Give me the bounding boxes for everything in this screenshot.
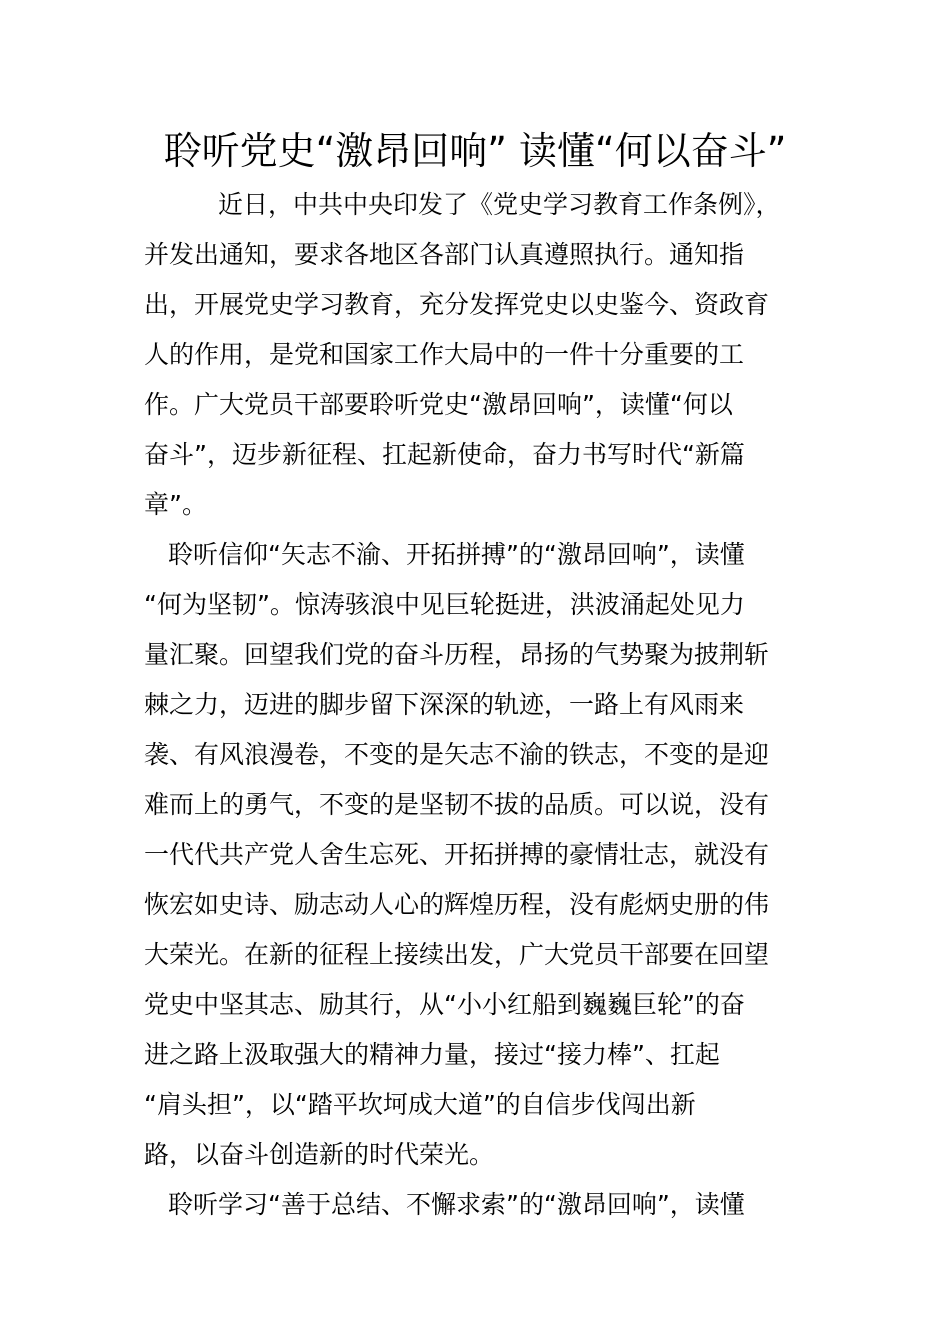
document-title: 聆听党史“激昂回响” 读懂“何以奋斗” [163, 129, 787, 173]
paragraph-2-line-5: 袭、有风浪漫卷，不变的是矢志不渝的铁志，不变的是迎 [144, 740, 770, 769]
paragraph-1-line-7: 章”。 [144, 490, 207, 519]
paragraph-2-line-12: “肩头担”，以“踏平坎坷成大道”的自信步伐闯出新 [144, 1090, 696, 1119]
paragraph-2-line-4: 棘之力，迈进的脚步留下深深的轨迹，一路上有风雨来 [144, 690, 745, 719]
document-body [144, 180, 808, 1230]
paragraph-1-line-2: 并发出通知，要求各地区各部门认真遵照执行。通知指 [144, 240, 745, 269]
paragraph-1-line-6: 奋斗”，迈步新征程、扛起新使命，奋力书写时代“新篇 [144, 440, 745, 469]
paragraph-1-line-5: 作。广大党员干部要聆听党史“激昂回响”，读懂“何以 [144, 390, 733, 419]
paragraph-3-line-1: 聆听学习“善于总结、不懈求索”的“激昂回响”，读懂 [168, 1190, 745, 1219]
paragraph-2-line-10: 党史中坚其志、励其行，从“小小红船到巍巍巨轮”的奋 [144, 990, 745, 1019]
paragraph-1-line-4: 人的作用，是党和国家工作大局中的一件十分重要的工 [144, 340, 745, 369]
paragraph-1-line-1: 近日，中共中央印发了《党史学习教育工作条例》， [218, 190, 781, 219]
paragraph-2-line-3: 量汇聚。回望我们党的奋斗历程，昂扬的气势聚为披荆斩 [144, 640, 770, 669]
paragraph-2-line-11: 进之路上汲取强大的精神力量，接过“接力棒”、扛起 [144, 1040, 720, 1069]
paragraph-2-line-6: 难而上的勇气，不变的是坚韧不拔的品质。可以说，没有 [144, 790, 770, 819]
paragraph-2-line-2: “何为坚韧”。惊涛骇浪中见巨轮挺进，洪波涌起处见力 [144, 590, 745, 619]
paragraph-2-line-7: 一代代共产党人舍生忘死、开拓拼搏的豪情壮志，就没有 [144, 840, 770, 869]
paragraph-2-line-9: 大荣光。在新的征程上接续出发，广大党员干部要在回望 [144, 940, 770, 969]
paragraph-2-line-8: 恢宏如史诗、励志动人心的辉煌历程，没有彪炳史册的伟 [144, 890, 770, 919]
paragraph-2-line-13: 路，以奋斗创造新的时代荣光。 [144, 1140, 495, 1169]
paragraph-2-line-1: 聆听信仰“矢志不渝、开拓拼搏”的“激昂回响”，读懂 [168, 540, 745, 569]
paragraph-1-line-3: 出，开展党史学习教育，充分发挥党史以史鉴今、资政育 [144, 290, 770, 319]
